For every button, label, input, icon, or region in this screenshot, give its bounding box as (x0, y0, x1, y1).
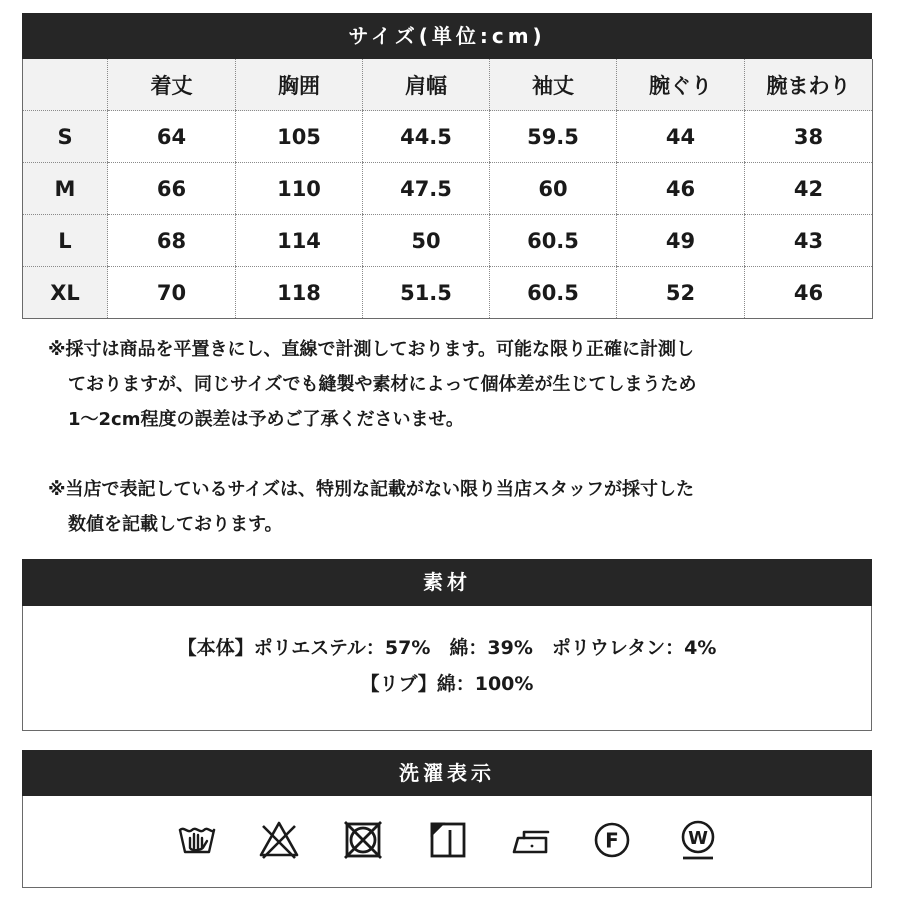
no-bleach-icon (257, 818, 301, 862)
table-cell: 59.5 (490, 111, 617, 163)
column-header: 腕まわり (745, 59, 873, 111)
column-header: 腕ぐり (617, 59, 745, 111)
size-label: M (23, 163, 108, 215)
table-cell: 43 (745, 215, 873, 267)
line-dry-shade-icon (426, 818, 470, 862)
table-cell: 60.5 (490, 267, 617, 319)
column-header: 肩幅 (363, 59, 490, 111)
table-cell: 68 (108, 215, 236, 267)
column-header: 袖丈 (490, 59, 617, 111)
note-line: ※当店で表記しているサイズは、特別な記載がない限り当店スタッフが採寸した (48, 479, 695, 500)
note-line: ておりますが、同じサイズでも縫製や素材によって個体差が生じてしまうため (68, 374, 697, 395)
table-cell: 47.5 (363, 163, 490, 215)
size-section-title: サイズ(単位:cm) (22, 13, 872, 59)
low-iron-icon (510, 818, 554, 862)
wet-clean-letter: W (688, 828, 708, 849)
dry-clean-letter: F (605, 828, 619, 853)
table-cell: 50 (363, 215, 490, 267)
table-cell: 110 (236, 163, 363, 215)
table-cell: 105 (236, 111, 363, 163)
material-section-title: 素材 (22, 559, 872, 606)
laundry-section-title: 洗濯表示 (22, 750, 872, 796)
table-row (23, 163, 873, 215)
laundry-icons-box (22, 796, 872, 888)
column-header: 胸囲 (236, 59, 363, 111)
note-line: ※採寸は商品を平置きにし、直線で計測しております。可能な限り正確に計測し (48, 339, 695, 360)
no-tumble-dry-icon (341, 818, 385, 862)
size-source-note (48, 472, 858, 542)
size-label: S (23, 111, 108, 163)
table-row (23, 215, 873, 267)
table-cell: 114 (236, 215, 363, 267)
column-header (23, 59, 108, 111)
table-row (23, 111, 873, 163)
table-cell: 46 (745, 267, 873, 319)
table-cell: 66 (108, 163, 236, 215)
table-cell: 64 (108, 111, 236, 163)
material-body-line: 【本体】ポリエステル：57% 綿：39% ポリウレタン：4% (177, 637, 717, 659)
material-box (22, 606, 872, 731)
table-cell: 38 (745, 111, 873, 163)
table-header-row (23, 59, 873, 111)
table-cell: 52 (617, 267, 745, 319)
note-line: 数値を記載しております。 (68, 514, 283, 535)
hand-wash-icon (175, 818, 219, 862)
note-line: 1～2cm程度の誤差は予めご了承くださいませ。 (68, 409, 464, 430)
table-cell: 51.5 (363, 267, 490, 319)
table-cell: 118 (236, 267, 363, 319)
table-cell: 70 (108, 267, 236, 319)
table-cell: 60 (490, 163, 617, 215)
table-cell: 46 (617, 163, 745, 215)
table-cell: 49 (617, 215, 745, 267)
size-label: L (23, 215, 108, 267)
table-row (23, 267, 873, 319)
table-cell: 44 (617, 111, 745, 163)
table-cell: 60.5 (490, 215, 617, 267)
measurement-note (48, 332, 858, 437)
professional-wet-clean-w-icon (676, 818, 720, 862)
size-label: XL (23, 267, 108, 319)
column-header: 着丈 (108, 59, 236, 111)
table-cell: 44.5 (363, 111, 490, 163)
table-cell: 42 (745, 163, 873, 215)
professional-dry-clean-f-icon (590, 818, 634, 862)
material-rib-line: 【リブ】綿：100% (360, 673, 534, 695)
size-table (22, 59, 873, 319)
